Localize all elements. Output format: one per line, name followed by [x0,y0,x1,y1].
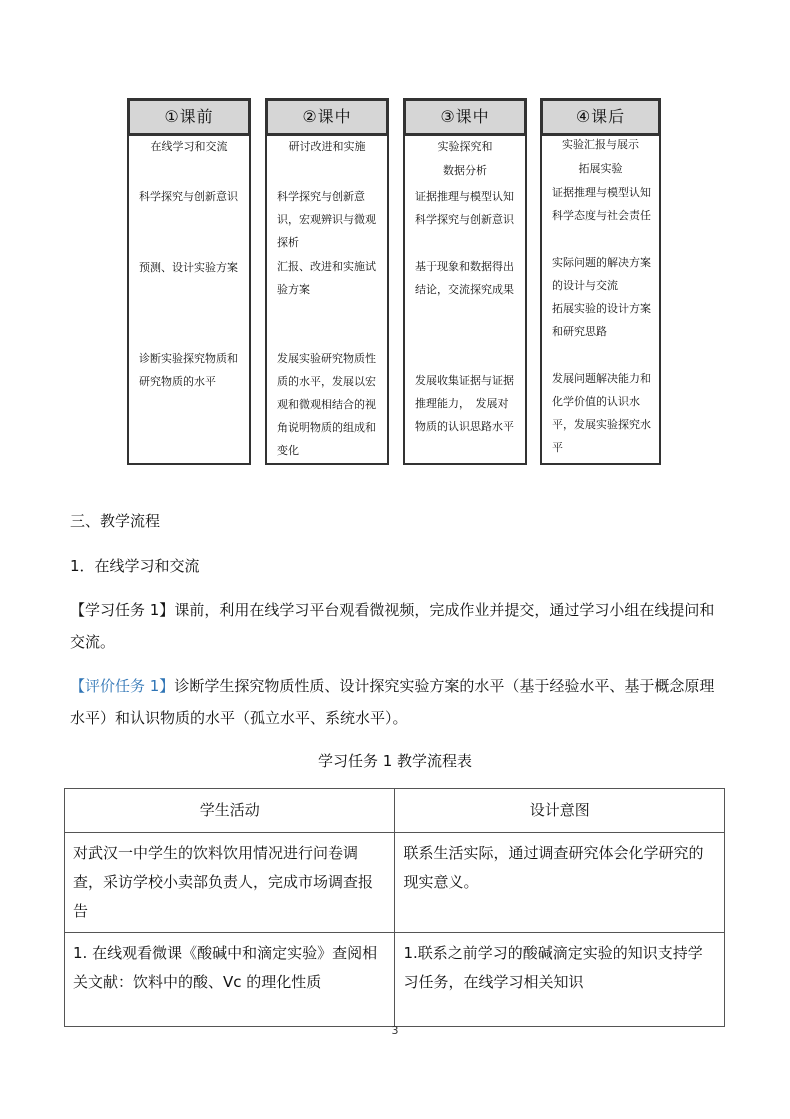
page-number: 3 [391,1024,399,1037]
teaching-flow-table [64,788,725,1027]
stage-1-point-1: 科学探究与创新意识 [139,190,238,203]
stage-3-body [403,133,527,465]
stage-4-point-3: 拓展实验的设计方案和研究思路 [552,302,651,338]
stage-3-point-2: 基于现象和数据得出结论，交流探究成果 [415,260,514,296]
evaluation-task-1-text: 诊断学生探究物质性质、设计探究实验方案的水平（基于经验水平、基于概念原理水平）和认识物质的水平（孤立水平、系统水平）。 [70,677,715,727]
stage-3-box [403,98,527,465]
header-design-intent: 设计意图 [395,789,725,833]
table-cell-activity: 1. 在线观看微课《酸碱中和滴定实验》查阅相关文献：饮料中的酸、Vc 的理化性质 [65,933,395,1027]
stage-1-point-2: 预测、设计实验方案 [139,261,238,274]
stage-2-point-2: 汇报、改进和实施试验方案 [277,260,376,296]
evaluation-task-1 [70,670,728,734]
stage-4-box [540,98,661,465]
table-cell-intent: 联系生活实际，通过调查研究体会化学研究的现实意义。 [395,833,725,933]
section-heading: 三、教学流程 [70,512,161,530]
stage-4-subtitle-2: 拓展实验 [578,162,623,175]
table-row [65,833,725,933]
stage-2-subtitle: 研讨改进和实施 [288,140,366,153]
subsection-heading: 1．在线学习和交流 [70,557,200,575]
stage-3-subtitle-1: 实验探究和 [437,140,493,153]
stage-1-subtitle: 在线学习和交流 [150,140,228,153]
stage-1-point-3: 诊断实验探究物质和研究物质的水平 [139,352,238,388]
learning-task-1-label: 【学习任务 1】 [70,601,175,619]
table-header-row [65,789,725,833]
stage-2-body [265,133,389,465]
stage-4-subtitle-1: 实验汇报与展示 [562,138,639,151]
stage-2-point-3: 发展实验研究物质性质的水平，发展以宏观和微观相结合的视角说明物质的组成和变化 [277,352,376,457]
stage-1-body [127,133,251,465]
stage-3-subtitle-2: 数据分析 [443,164,487,177]
learning-task-1-text: 课前，利用在线学习平台观看微视频，完成作业并提交，通过学习小组在线提问和交流。 [70,601,715,651]
stage-1-title: ①课前 [127,98,251,136]
stage-1-box [127,98,251,465]
header-student-activity: 学生活动 [65,789,395,833]
stage-3-title: ③课中 [403,98,527,136]
table-row [65,933,725,1027]
stage-4-point-2: 实际问题的解决方案的设计与交流 [552,256,651,292]
stage-2-title: ②课中 [265,98,389,136]
evaluation-task-1-label: 【评价任务 1】 [70,677,175,695]
stage-4-body [540,133,661,465]
table-cell-intent: 1.联系之前学习的酸碱滴定实验的知识支持学习任务，在线学习相关知识 [395,933,725,1027]
stage-4-title: ④课后 [540,98,661,136]
stage-4-point-4: 发展问题解决能力和化学价值的认识水平，发展实验探究水平 [552,372,651,454]
stage-3-point-3: 发展收集证据与证据推理能力， 发展对物质的认识思路水平 [415,374,514,433]
stage-4-point-1: 证据推理与模型认知 科学态度与社会责任 [552,186,662,222]
stage-2-box [265,98,389,465]
stage-2-point-1: 科学探究与创新意识，宏观辨识与微观探析 [277,190,376,249]
table-cell-activity: 对武汉一中学生的饮料饮用情况进行问卷调查，采访学校小卖部负责人，完成市场调查报告 [65,833,395,933]
learning-task-1 [70,594,728,658]
stage-3-point-1: 证据推理与模型认知 科学探究与创新意识 [415,190,525,226]
table-caption: 学习任务 1 教学流程表 [317,752,473,770]
